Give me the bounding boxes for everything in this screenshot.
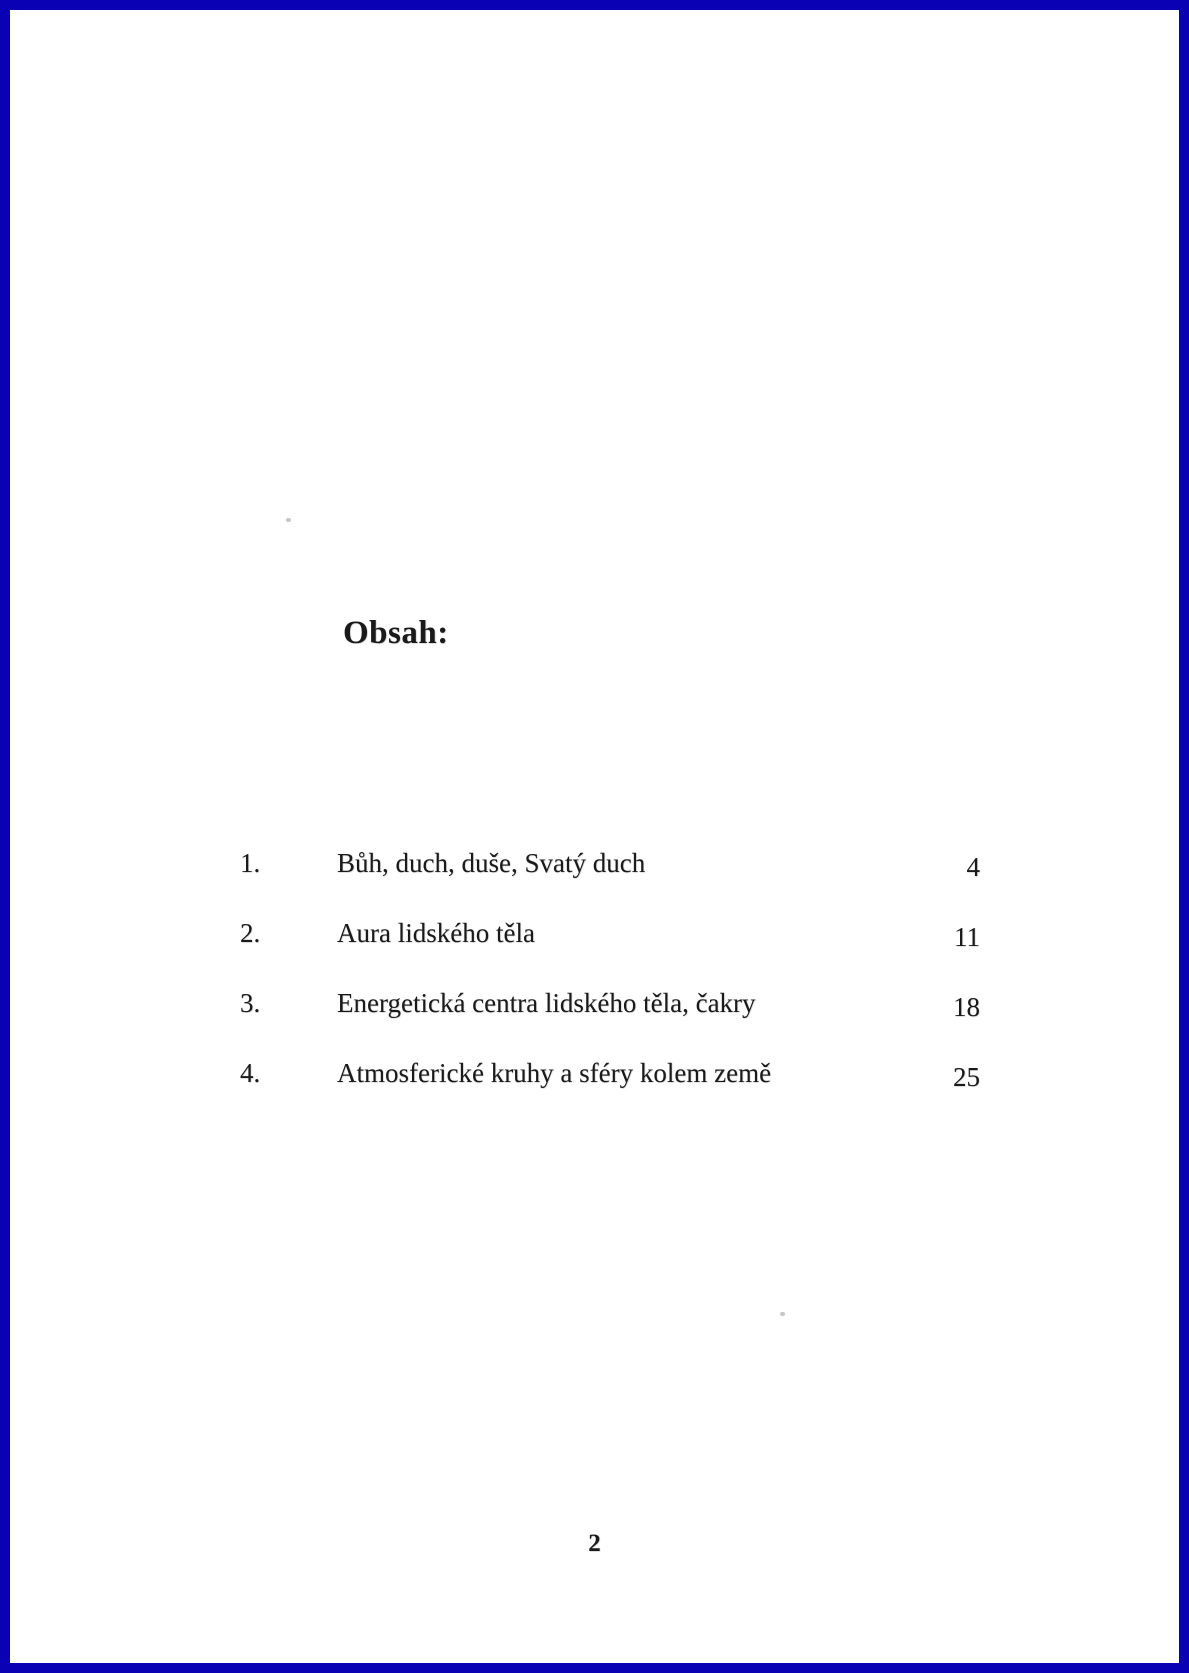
toc-entry <box>240 848 980 918</box>
toc-entry-page: 25 <box>953 1062 980 1092</box>
toc-entry-number: 4. <box>240 1058 261 1088</box>
toc-entry-page: 11 <box>954 922 980 952</box>
toc-entry-number: 1. <box>240 848 261 878</box>
table-of-contents <box>240 848 980 1128</box>
toc-entry <box>240 1058 980 1128</box>
toc-entry-page: 18 <box>953 992 980 1022</box>
toc-entry-title: Energetická centra lidského těla, čakry <box>337 988 756 1018</box>
page-title: Obsah: <box>343 615 449 651</box>
document-page <box>10 10 1179 1663</box>
toc-entry <box>240 918 980 988</box>
scan-speck <box>780 1312 785 1316</box>
scan-speck <box>286 518 291 522</box>
toc-entry-title: Aura lidského těla <box>337 918 535 948</box>
toc-entry-page: 4 <box>966 852 980 882</box>
toc-entry-title: Bůh, duch, duše, Svatý duch <box>337 848 646 878</box>
page-number: 2 <box>588 1530 601 1557</box>
toc-entry-number: 2. <box>240 918 261 948</box>
toc-entry <box>240 988 980 1058</box>
toc-entry-title: Atmosferické kruhy a sféry kolem země <box>337 1058 772 1088</box>
toc-entry-number: 3. <box>240 988 261 1018</box>
